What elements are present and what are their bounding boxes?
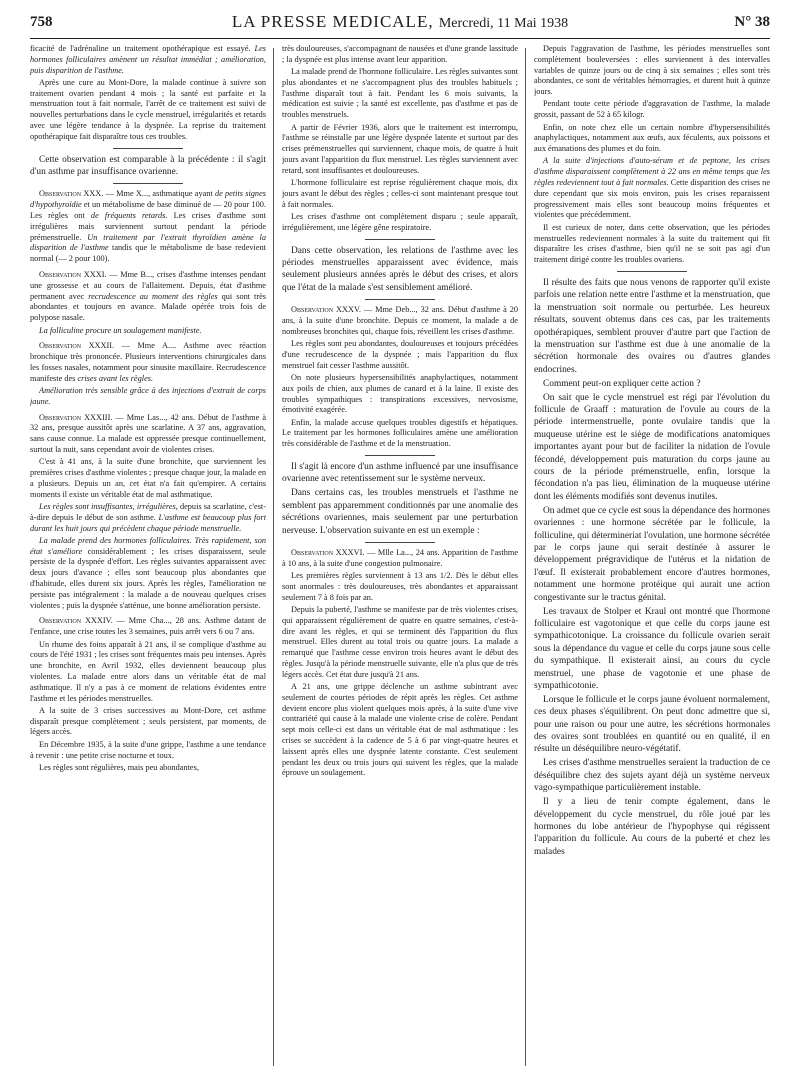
text-run: considérablement ; les crises disparaissent, seule persiste de la dyspnée d'effort. Les règles suivantes apparaissent avec deux jours d'avance ; elles sont beaucoup plus abondantes que d'habitude, elles durent six jours. Après les règles, l'amélioration ne persiste pas intégralement : la malade a de nouveau quelques crises violentes ; puis la dyspnée s'atténue, une bonne amélioration persiste. — [30, 546, 266, 610]
paragraph: Dans cette observation, les relations de l'asthme avec les périodes menstruelles apparaissent avec évidence, mais seulement plusieurs années après le début des crises, et alors que l'état de la malade s'est sensiblement amélioré. — [282, 245, 518, 293]
paragraph: Enfin, la malade accuse quelques troubles digestifs et hépatiques. Le traitement par les hormones folliculaires amène une amélioration très considérable de l'asthme et de la menstruation. — [282, 417, 518, 449]
text-run-italic: de petits signes d'hypothyroïdie — [30, 189, 266, 210]
paragraph: Pendant toute cette période d'aggravation de l'asthme, la malade grossit, passant de 52 à 65 kilogr. — [534, 99, 770, 120]
observation-heading: Observation XXXIV. — [39, 616, 113, 626]
observation-heading: Observation XXXVI. — [291, 547, 365, 557]
separator — [113, 183, 183, 184]
text-run-italic: de fréquents retards. — [90, 211, 168, 221]
paragraph: Lorsque le follicule et le corps jaune évoluent normalement, ces deux phases s'équilibrent. On peut donc admettre que si, pour une raison ou pour une autre, les sécrétions hormonales des ovaires sont troublées en quantité ou en qualité, il en résulte un déséquilibre neuro-végétatif. — [534, 694, 770, 755]
text-run: depuis sa scarlatine, c'est-à-dire depuis le début de son asthme. — [30, 502, 266, 522]
paragraph: Cette observation est comparable à la précédente : il s'agit d'un asthme par insuffisance ovarienne. — [30, 154, 266, 178]
paragraph: On admet que ce cycle est sous la dépendance des hormones ovariennes : une hormone sécrétée par le follicule, la folliculine, qui détermineriat l'ovulation, une hormone sécrétée par le corps jaune qui serait destinée à assurer le développement prégravidique de l'utérus et la nidation de l'œuf. Il existerait probablement encore d'autres hormones, notamment une hormone protéique qui aurait une action congestivante sur le tractus génital. — [534, 505, 770, 603]
text-run: tandis que le métabolisme de base redevient normal (— 2 pour 100). — [30, 243, 266, 264]
observation-34 — [30, 616, 266, 638]
separator — [617, 271, 687, 272]
text-run: — Mme Las..., 42 ans. Début de l'asthme à 32 ans, presque aussitôt après une scarlatine. A 37 ans, aggravation, sans cause connue. La malade est oppressée presque continuellement, surtout la nuit, sans cependant avoir de violentes crises. — [30, 412, 266, 455]
separator — [113, 148, 183, 149]
paragraph: Il résulte des faits que nous venons de rapporter qu'il existe parfois une relation nette entre l'asthme et la menstruation, que la menstruation soit normale ou perturbée. Les heureux résultats, souvent obtenus dans ces cas, par les traitements opothérapiques, semblent prouver d'autre part que l'action de la menstruation sur l'asthme est due à une anomalie de la sécrétion hormonale des ovaires ou d'autres glandes endocrines. — [534, 277, 770, 375]
paragraph: C'est à 41 ans, à la suite d'une bronchite, que surviennent les premières crises d'asthme violentes ; presque chaque jour, la malade en a plusieurs. Depuis un an, cet état n'a fait qu'empirer. A certains moments il existe un véritable état de mal asthmatique. — [30, 457, 266, 499]
text-run-italic: Les hormones folliculaires amènent un résultat immédiat ; amélioration, puis disparition de l'asthme. — [30, 44, 266, 75]
text-run: qui sont très abondantes et toujours en avance. Malade opérée trois fois de polypose nasale. — [30, 291, 266, 323]
paragraph: Les travaux de Stolper et Kraul ont montré que l'hormone folliculaire est vagotonique et que celle du corps jaune est sympathicotonique. La croissance du follicule ovarien serait sous la dépendance du vague et celle du corps jaune sous celle du sympathique. Il existerait ainsi, au cours du cycle menstruel, une phase de vagotonie et une phase de sympathicotonie. — [534, 606, 770, 691]
observation-heading: Observation XXXII. — [39, 341, 115, 351]
journal-name: LA PRESSE MEDICALE, — [231, 12, 434, 31]
paragraph: En Décembre 1935, à la suite d'une grippe, l'asthme a une tendance à revenir : une petite crise nocturne et toux. — [30, 739, 266, 760]
paragraph: Un rhume des foins apparaît à 21 ans, il se complique d'asthme au cours de l'été 1931 ; les crises sont fréquentes mais peu intenses. Après une bronchite, en Avril 1932, elles deviennent beaucoup plus violentes. La malade entre alors dans un véritable état de mal asthmatique. Il n'y a pas à ce moment de relations évidentes entre l'asthme et les périodes menstruelles. — [30, 639, 266, 703]
separator — [365, 239, 435, 240]
issue-number: N° 38 — [734, 14, 770, 30]
observation-36 — [282, 548, 518, 570]
text-run: Cette disparition des crises ne dure cependant que six mois environ, puis les crises reparaissent progressivement mais elles sont beaucoup moins fréquentes et violentes que précédemment. — [534, 178, 770, 220]
separator — [365, 299, 435, 300]
observation-32 — [30, 341, 266, 384]
text-run: — Mme Deb..., 32 ans. Début d'asthme à 20 ans, à la suite d'une bronchite. Depuis ce moment, la malade a de nombreuses bronchites qui, chaque fois, réveillent les crises d'asthme. — [282, 305, 518, 336]
column-middle — [282, 44, 518, 1068]
text-run-italic: recrudescence au moment des règles — [88, 291, 218, 301]
paragraph-italic: Amélioration très sensible grâce à des injections d'extrait de corps jaune. — [30, 386, 266, 406]
paragraph: Depuis l'aggravation de l'asthme, les périodes menstruelles sont complètement bouleversées : elles surviennent à des intervalles variables de quinze jours ou de cinq à six semaines ; elles sont très abondantes, ce sont de véritables hémorragies, et durent huit à quinze jours. — [534, 44, 770, 97]
text-run-italic: Un traitement par l'extrait thyroïdien amène la disparition de l'asthme — [30, 232, 266, 253]
issue-date: Mercredi, 11 Mai 1938 — [438, 16, 569, 31]
observation-heading: Observation XXXI. — [39, 270, 107, 280]
column-divider-1 — [273, 48, 274, 1066]
observation-heading: Observation XXXV. — [291, 305, 361, 315]
paragraph: Il s'agit là encore d'un asthme influencé par une insuffisance ovarienne avec retentissement sur le système nerveux. — [282, 462, 518, 485]
paragraph — [30, 536, 266, 612]
paragraph: Il est curieux de noter, dans cette observation, que les périodes menstruelles redeviennent normales à la suite du traitement qui fit disparaître les crises d'asthme, bien qu'il ne se soit pas agi d'un traitement dirigé contre les troubles ovariens. — [534, 222, 770, 265]
paragraph: Les crises d'asthme ont complètement disparu ; seule apparaît, irrégulièrement, une légère gêne respiratoire. — [282, 211, 518, 232]
paragraph-italic: La folliculine procure un soulagement manifeste. — [39, 325, 202, 335]
journal-title — [30, 12, 770, 32]
observation-35 — [282, 305, 518, 337]
paragraph: Enfin, on note chez elle un certain nombre d'hypersensibilités anaphylactiques, notamment aux œufs, aux féculents, aux poissons et aux émanations des plumes et du foin. — [534, 122, 770, 154]
text-run: — Mlle La..., 24 ans. Apparition de l'asthme à 10 ans, à la suite d'une congestion pulmonaire. — [282, 547, 518, 568]
paragraph: Après une cure au Mont-Dore, la malade continue à suivre son traitement ovarien pendant 4 mois ; la santé est parfaite et la menstruation tout à fait normale, l'arrêt de ce traitement est suivi de nouvelles perturbations dans le cycle menstruel, irrégularités et retards avec une légère tendance à la dyspnée. La reprise du traitement opothérapique fait disparaître tous ces troubles. — [30, 77, 266, 141]
paragraph: Dans certains cas, les troubles menstruels et l'asthme ne semblent pas apparemment conditionnés par une anomalie des sécrétions ovariennes, mais seulement par une perturbation nerveuse. L'observation suivante en est un exemple : — [282, 488, 518, 536]
paragraph: Les premières règles surviennent à 13 ans 1/2. Dès le début elles sont anormales : très douloureuses, très abondantes et apparaissant seulement 7 à 8 fois par an. — [282, 571, 518, 602]
paragraph: On note plusieurs hypersensibilités anaphylactiques, notamment aux poils de chien, aux plumes de canard et à la laine. Il existe des troubles sympathiques : transpirations excessives, nervosisme, émotivité exagérée. — [282, 372, 518, 415]
paragraph: A 21 ans, une grippe déclenche un asthme subintrant avec seulement de courtes périodes de répit après les règles. Cet asthme devient encore plus violent quelques mois après, à la suite d'une vive contrariété qui cause à la malade une violente crise de colère. Pendant sept mois celle-ci est dans un véritable état de mal asthmatique : les crises se succèdent à la cadence de 5 à 6 par vingt-quatre heures et laissent après elles une dyspnée latente constante. C'est seulement pendant les deux ou trois jours qui suivent les règles, que la malade éprouve un soulagement. — [282, 682, 518, 778]
column-right — [534, 44, 770, 1068]
paragraph: La malade prend de l'hormone folliculaire. Les règles suivantes sont plus abondantes et ne s'accompagnent plus des troubles habituels ; l'asthme disparaît tout à fait. Pendant les 6 mois suivants, la médication est suivie ; la santé est excellente, pas d'asthme et pas de troubles menstruels. — [282, 67, 518, 120]
text-run-italic: L'asthme est beaucoup plus fort durant les huit jours qui précèdent chaque période menstruelle. — [30, 512, 266, 533]
observation-heading: Observation XXXIII. — [39, 412, 113, 422]
paragraph: On sait que le cycle menstruel est régi par l'évolution du follicule de Graaff : maturation de l'ovule au cours de la période intermenstruelle, ponte ovulaire tandis que la muqueuse utérine est le siège de modifications anatomiques importantes ayant pour but de faciliter la nidation de l'ovule fécondé, développement puis maturation du corps jaune au cours de la période prémenstruelle, enfin, lorsque la fécondation n'a pas lieu, élimination de la muqueuse utérine dont les éléments modifiés sont devenus inutiles. — [534, 392, 770, 502]
paragraph: Les règles sont peu abondantes, douloureuses et toujours précédées d'une recrudescence de la dyspnée ; mais l'apparition du flux menstruel fait cesser l'asthme aussitôt. — [282, 339, 518, 370]
paragraph: A la suite de 3 crises successives au Mont-Dore, cet asthme disparaît presque complètement ; seuls persistent, par moments, de légers accès. — [30, 705, 266, 737]
observation-heading: Observation XXX. — [39, 189, 104, 199]
paragraph: Comment peut-on expliquer cette action ? — [543, 378, 701, 389]
page-header — [30, 12, 770, 39]
paragraph — [30, 44, 266, 76]
text-run: ficacité de l'adrénaline un traitement opothérapique est essayé. — [30, 44, 251, 53]
observation-30 — [30, 189, 266, 265]
text-run-italic: A la suite d'injections d'auto-sérum et de peptone, les crises d'asthme disparaissent complètement à 22 ans en même temps que les règles redeviennent tout à fait normales. — [534, 156, 770, 188]
paragraph: Les règles sont régulières, mais peu abondantes, — [39, 762, 199, 772]
text-run: — Mme Cha..., 28 ans. Asthme datant de l'enfance, une crise toutes les 3 semaines, puis arrêt vers 6 ou 7 ans. — [30, 616, 266, 637]
text-run-italic: La malade prend des hormones folliculaires. Très rapidement, son état s'améliore — [30, 535, 266, 556]
text-run: — Mme A.... Asthme avec réaction bronchique très prononcée. Plusieurs interventions chirurgicales dans les fosses nasales, notamment pour sinusite maxillaire. Recrudescence manifeste des — [30, 341, 266, 383]
text-run: — Mme B..., crises d'asthme intenses pendant une grossesse et au cours de l'allaitement. Depuis, état d'asthme permanent avec — [30, 270, 266, 301]
text-run-italic: Les règles sont insuffisantes, irrégulières, — [39, 502, 178, 511]
paragraph: très douloureuses, s'accompagnant de nausées et d'une grande lassitude ; la dyspnée est plus intense avant leur apparition. — [282, 44, 518, 64]
column-left — [30, 44, 266, 1068]
text-run: Les crises d'asthme sont irrégulières mais surviennent surtout pendant la période prémenstruelle. — [30, 211, 266, 242]
text-run: et un métabolisme de base diminué de — 20 pour 100. Les règles ont — [30, 200, 266, 221]
paragraph — [30, 502, 266, 534]
column-divider-2 — [525, 48, 526, 1066]
separator — [365, 455, 435, 456]
text-run: — Mme X..., asthmatique ayant — [103, 189, 215, 199]
paragraph: L'hormone folliculaire est reprise régulièrement chaque mois, dix jours avant le début des règles ; celles-ci sont maintenant presque tout à fait normales. — [282, 178, 518, 209]
observation-33 — [30, 413, 266, 456]
paragraph — [534, 156, 770, 221]
paragraph: A partir de Février 1936, alors que le traitement est interrompu, l'asthme se réinstalle par une légère dyspnée latente et surtout par des crises prémenstruelles qui surviennent, chaque mois, de quatre à huit jours avant l'apparition du flux menstruel. Les règles surviennent avec retard, sont insuffisantes et douloureuses. — [282, 122, 518, 175]
separator — [365, 542, 435, 543]
paragraph: Depuis la puberté, l'asthme se manifeste par de très violentes crises, qui apparaissent régulièrement de quatre en quatre semaines, c'est-à-dire avant les règles, et qui se terminent dès l'apparition du flux menstruel. Elles durent au total trois ou quatre jours. La malade a remarqué que l'asthme cesse environ trois heures avant le début des règles. Jusqu'à la période menstruelle suivante, elle n'a plus que de très légers accès. Cet état dure jusqu'à 21 ans. — [282, 604, 518, 679]
page-number: 758 — [30, 14, 53, 30]
paragraph: Il y a lieu de tenir compte également, dans le développement du cycle menstruel, du rôle joué par les hormones du lobe antérieur de l'hypophyse qui régissent l'apparition du follicule. Au cours de la puberté et chez les malades — [534, 797, 770, 857]
paragraph: Les crises d'asthme menstruelles seraient la traduction de ce déséquilibre chez des sujets ayant déjà un système nerveux vago-sympathique particulièrement instable. — [534, 758, 770, 794]
observation-31 — [30, 270, 266, 324]
text-run-italic: crises avant les règles. — [77, 373, 154, 383]
